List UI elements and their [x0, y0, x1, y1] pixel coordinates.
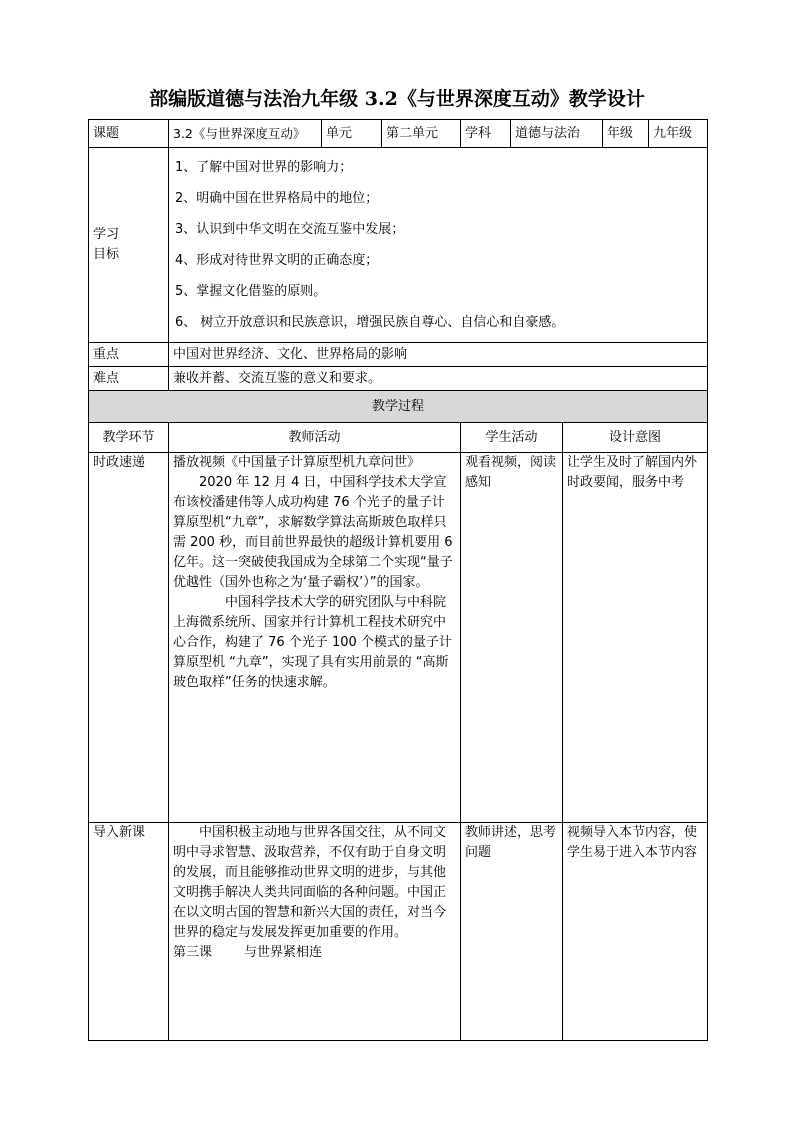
unit-value: 第二单元	[382, 120, 461, 148]
design-intent-cell: 让学生及时了解国内外时政要闻，服务中考	[563, 453, 708, 823]
student-activity-cell: 观看视频，阅读感知	[461, 453, 563, 823]
goals-label	[89, 148, 169, 343]
goals-content	[169, 148, 708, 343]
lesson-label: 课题	[89, 120, 169, 148]
stage-cell: 导入新课	[89, 823, 169, 1041]
process-row-current-affairs	[89, 453, 708, 823]
column-header-stage: 教学环节	[89, 423, 169, 453]
design-intent-cell: 视频导入本节内容，使学生易于进入本节内容	[563, 823, 708, 1041]
teacher-paragraph: 2020 年 12 月 4 日，中国科学技术大学宣布该校潘建伟等人成功构建 76 个光子的量子计算原型机“九章”，求解数学算法高斯玻色取样只需 200 秒，而目前世界最快的超级计算机要用 6 亿年。这一突破使我国成为全球第二个实现“量子优越性（国外也称之为‘量子霸权’）”的国家。	[173, 475, 453, 590]
subject-value: 道德与法治	[511, 120, 603, 148]
process-row-introduction	[89, 823, 708, 1041]
goal-item: 4、形成对待世界文明的正确态度；	[175, 253, 379, 268]
goal-item: 6、 树立开放意识和民族意识，增强民族自尊心、自信心和自豪感。	[175, 315, 565, 330]
lesson-heading	[173, 943, 456, 963]
column-header-teacher: 教师活动	[169, 423, 461, 453]
key-point-label: 重点	[89, 343, 169, 367]
lesson-title: 与世界紧相连	[244, 945, 323, 960]
subject-label: 学科	[461, 120, 511, 148]
student-activity-cell: 教师讲述，思考问题	[461, 823, 563, 1041]
column-header-intent: 设计意图	[563, 423, 708, 453]
key-point-value: 中国对世界经济、文化、世界格局的影响	[169, 343, 708, 367]
goals-label-line2: 目标	[93, 247, 120, 262]
process-header-row	[89, 391, 708, 423]
info-row	[89, 120, 708, 148]
teacher-paragraph: 中国积极主动地与世界各国交往，从不同文明中寻求智慧、汲取营养，不仅有助于自身文明的发展，而且能够推动世界文明的进步，与其他文明携手解决人类共同面临的各种问题。中国正在以文明古国的智慧和新兴大国的责任，对当今世界的稳定与发展发挥更加重要的作用。	[173, 825, 447, 940]
stage-cell: 时政速递	[89, 453, 169, 823]
grade-value: 九年级	[649, 120, 708, 148]
key-point-row	[89, 343, 708, 367]
teacher-activity-cell	[169, 823, 461, 1041]
grade-label: 年级	[603, 120, 649, 148]
lesson-plan-table	[88, 119, 708, 1041]
goal-item: 5、掌握文化借鉴的原则。	[175, 284, 327, 299]
column-header-student: 学生活动	[461, 423, 563, 453]
lesson-value: 3.2《与世界深度互动》	[169, 120, 322, 148]
lesson-number: 第三课	[173, 945, 213, 960]
goals-row	[89, 148, 708, 343]
document-title: 部编版道德与法治九年级 3.2《与世界深度互动》教学设计	[149, 88, 645, 110]
process-header: 教学过程	[89, 391, 708, 423]
goal-item: 2、明确中国在世界格局中的地位；	[175, 191, 379, 206]
teacher-activity-cell	[169, 453, 461, 823]
teacher-paragraph: 中国科学技术大学的研究团队与中科院上海微系统所、国家并行计算机工程技术研究中心合作，构建了 76 个光子 100 个模式的量子计算原型机 “九章”，实现了具有实用前景的 “高斯玻色取样”任务的快速求解。	[173, 595, 452, 690]
difficulty-value: 兼收并蓄、交流互鉴的意义和要求。	[169, 367, 708, 391]
goals-label-line1: 学习	[93, 227, 120, 242]
goal-item: 1、了解中国对世界的影响力；	[175, 160, 353, 175]
goal-item: 3、认识到中华文明在交流互鉴中发展；	[175, 222, 405, 237]
difficulty-row	[89, 367, 708, 391]
column-header-row	[89, 423, 708, 453]
unit-label: 单元	[322, 120, 382, 148]
teacher-paragraph: 播放视频《中国量子计算原型机九章问世》	[173, 455, 421, 470]
difficulty-label: 难点	[89, 367, 169, 391]
